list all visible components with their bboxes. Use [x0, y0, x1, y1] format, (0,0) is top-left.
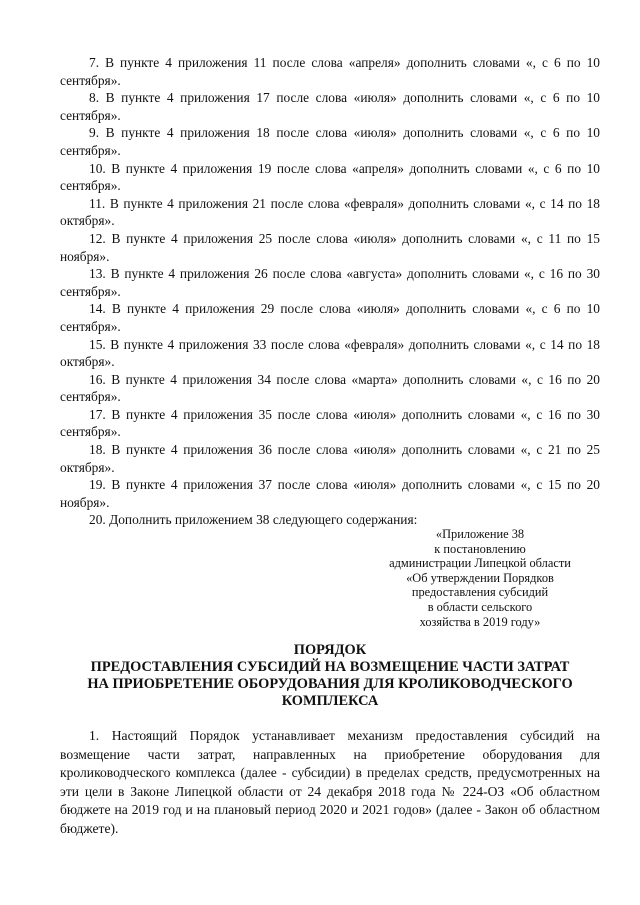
list-item: 14. В пункте 4 приложения 29 после слова «июля» дополнить словами «, с 6 по 10 сентября». [60, 301, 600, 334]
title-line: КОМПЛЕКСА [281, 693, 379, 709]
list-item: 11. В пункте 4 приложения 21 после слова «февраля» дополнить словами «, с 14 по 18 октября». [60, 195, 600, 229]
list-item: 10. В пункте 4 приложения 19 после слова «апреля» дополнить словами «, с 6 по 10 сентября». [60, 160, 600, 194]
appendix-line: в области сельского [427, 599, 533, 614]
appendix-line: «Приложение 38 [435, 527, 525, 541]
list-item: 13. В пункте 4 приложения 26 после слова «августа» дополнить словами «, с 16 по 30 сентября». [60, 266, 600, 299]
appendix-line: к постановлению [434, 541, 526, 556]
appendix-line: «Об утверждении Порядков [406, 570, 554, 585]
amendment-list [60, 54, 600, 529]
list-item: 12. В пункте 4 приложения 25 после слова «июля» дополнить словами «, с 11 по 15 ноября». [60, 230, 600, 264]
list-item: 16. В пункте 4 приложения 34 после слова «марта» дополнить словами «, с 16 по 20 сентября». [60, 371, 600, 405]
appendix-line: хозяйства в 2019 году» [419, 614, 541, 629]
title-line: ПОРЯДОК [293, 642, 367, 658]
appendix-header [360, 527, 600, 629]
title-line: НА ПРИОБРЕТЕНИЕ ОБОРУДОВАНИЯ ДЛЯ КРОЛИКОВОДЧЕСКОГО [87, 676, 573, 692]
list-item: 18. В пункте 4 приложения 36 после слова «июля» дополнить словами «, с 21 по 25 октября». [60, 442, 600, 475]
list-item: 8. В пункте 4 приложения 17 после слова «июля» дополнить словами «, с 6 по 10 сентября». [60, 90, 600, 123]
list-item: 17. В пункте 4 приложения 35 после слова «июля» дополнить словами «, с 16 по 30 сентября». [60, 406, 600, 440]
list-item: 9. В пункте 4 приложения 18 после слова «июля» дополнить словами «, с 6 по 10 сентября». [60, 125, 600, 158]
list-item: 7. В пункте 4 приложения 11 после слова «апреля» дополнить словами «, с 6 по 10 сентября». [60, 55, 600, 88]
document-title [60, 642, 600, 710]
appendix-line: предоставления субсидий [411, 585, 549, 600]
paragraph-1: 1. Настоящий Порядок устанавливает механизм предоставления субсидий на возмещение части затрат, направленных на приобретение оборудования для кролиководческого комплекса (далее - субсидии) в пределах средств, предусмотренных на эти цели в Законе Липецкой области от 24 декабря 2018 года № 224-ОЗ «Об областном бюджете на 2019 год и на плановый период 2020 и 2021 годов» (далее - Закон об областном бюджете). [60, 728, 600, 836]
list-item: 20. Дополнить приложением 38 следующего содержания: [89, 512, 418, 528]
appendix-line: администрации Липецкой области [389, 556, 571, 571]
list-item: 19. В пункте 4 приложения 37 после слова «июля» дополнить словами «, с 15 по 20 ноября». [60, 477, 600, 510]
title-line: ПРЕДОСТАВЛЕНИЯ СУБСИДИЙ НА ВОЗМЕЩЕНИЕ ЧАСТИ ЗАТРАТ [90, 659, 570, 675]
list-item: 15. В пункте 4 приложения 33 после слова «февраля» дополнить словами «, с 14 по 18 октября». [60, 336, 600, 370]
